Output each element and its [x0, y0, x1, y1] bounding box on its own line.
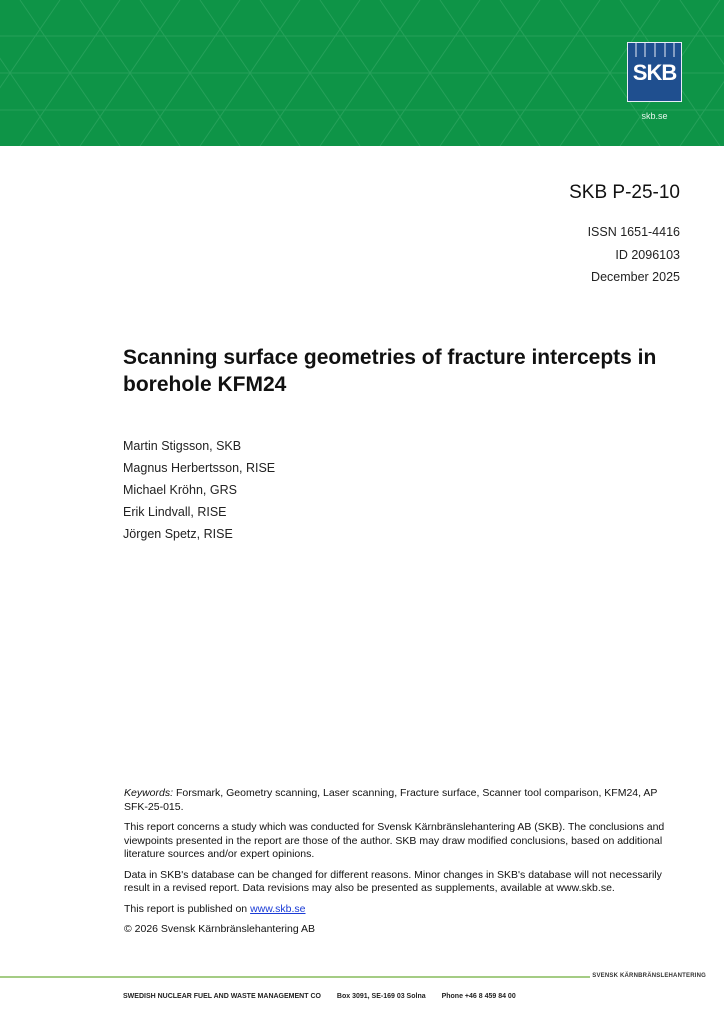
- report-meta: [588, 221, 680, 289]
- footer-divider: [0, 976, 590, 978]
- issn: ISSN 1651-4416: [587, 225, 680, 239]
- report-number: SKB P-25-10: [569, 182, 680, 203]
- website-link[interactable]: www.skb.se: [250, 902, 306, 915]
- org-name-caps: SVENSK KÄRNBRÄNSLEHANTERING: [592, 973, 706, 979]
- published-prefix: This report is published on: [124, 902, 251, 915]
- header-banner: [0, 0, 724, 146]
- logo-text: SKB: [632, 60, 677, 85]
- data-note: Data in SKB's database can be changed for different reasons. Minor changes in SKB's database will not necessarily result in a revised report. Data revisions may also be presented as supplements, available at www.skb.se.: [124, 868, 662, 894]
- report-date: December 2025: [591, 270, 680, 284]
- published-line: [124, 903, 684, 917]
- copyright: © 2026 Svensk Kärnbränslehantering AB: [124, 923, 316, 935]
- author: Jörgen Spetz, RISE: [123, 527, 233, 541]
- report-title: Scanning surface geometries of fracture intercepts in borehole KFM24: [123, 346, 657, 396]
- author: Michael Kröhn, GRS: [123, 483, 237, 497]
- website-label[interactable]: skb.se: [641, 111, 668, 121]
- company-address: Box 3091, SE-169 03 Solna: [336, 993, 426, 1000]
- author: Magnus Herbertsson, RISE: [123, 461, 276, 475]
- keywords: [124, 787, 684, 814]
- keywords-label: Keywords:: [124, 787, 174, 799]
- skb-logo[interactable]: [627, 42, 682, 102]
- company-footer: [123, 993, 530, 1000]
- author: Martin Stigsson, SKB: [123, 439, 242, 453]
- company-phone: Phone +46 8 459 84 00: [441, 993, 516, 1000]
- banner-pattern: [0, 0, 724, 146]
- footer-notes: [124, 787, 684, 944]
- disclaimer: This report concerns a study which was conducted for Svensk Kärnbränslehantering AB (SKB). The conclusions and viewpoints presented in the report are those of the author. SKB may draw modified conclusions, based on additional literature sources and/or expert opinions.: [124, 821, 665, 860]
- author-list: [123, 435, 275, 545]
- author: Erik Lindvall, RISE: [123, 505, 227, 519]
- company-name: SWEDISH NUCLEAR FUEL AND WASTE MANAGEMENT CO: [123, 993, 321, 1000]
- keywords-text: Forsmark, Geometry scanning, Laser scanning, Fracture surface, Scanner tool comparison, KFM24, AP SFK-25-015.: [124, 787, 658, 813]
- report-id: ID 2096103: [615, 247, 680, 262]
